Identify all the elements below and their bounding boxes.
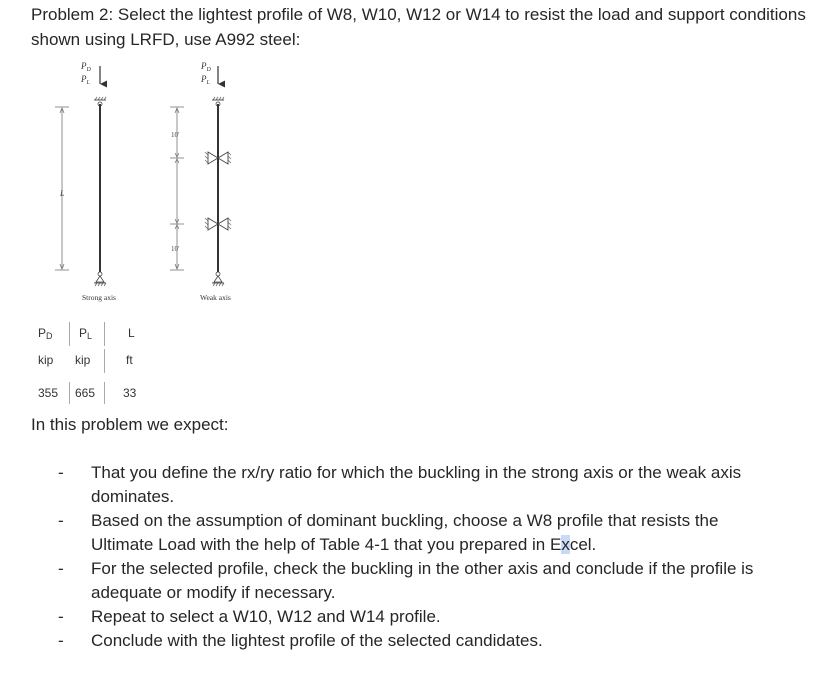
weak-pl-label: $P_L$ bbox=[201, 74, 210, 86]
bullet-dash: - bbox=[58, 559, 64, 578]
weak-bottom-support bbox=[212, 272, 224, 286]
header-l: L bbox=[128, 326, 135, 340]
strong-pl-label: $P_L$ bbox=[81, 74, 90, 86]
length-label: L bbox=[60, 189, 65, 198]
unit-l: ft bbox=[126, 353, 133, 367]
list-item: - For the selected profile, check the buckling in the other axis and conclude if the profile is adequate or modify if necessary. bbox=[58, 559, 754, 602]
value-pl: 665 bbox=[75, 386, 96, 400]
bullet-dash: - bbox=[58, 607, 64, 626]
brace-spacing-top-label: 10′ bbox=[171, 131, 180, 139]
header-pl: PL bbox=[79, 326, 93, 341]
problem-title: Problem 2: Select the lightest profile of W8, W10, W12 or W14 to resist the load and support conditions shown using LRFD, use A992 steel: bbox=[31, 5, 806, 49]
table-divider bbox=[69, 322, 70, 346]
table-divider bbox=[104, 382, 105, 404]
weak-axis-caption: Weak axis bbox=[200, 293, 231, 302]
unit-pd: kip bbox=[38, 353, 54, 367]
value-pd: 355 bbox=[38, 386, 59, 400]
bullet-dash: - bbox=[58, 631, 64, 650]
expectations-list bbox=[58, 461, 778, 653]
list-item: - That you define the rx/ry ratio for which the buckling in the strong axis or the weak axis dominates. bbox=[58, 463, 742, 506]
bullet-dash: - bbox=[58, 511, 64, 530]
value-l: 33 bbox=[123, 386, 137, 400]
strong-axis-caption: Strong axis bbox=[82, 293, 116, 302]
column-figure bbox=[40, 56, 260, 306]
list-item: - Based on the assumption of dominant buckling, choose a W8 profile that resists the Ultimate Load with the help of Table 4-1 that you prepared in Excel. bbox=[58, 511, 719, 554]
bullet-dash: - bbox=[58, 463, 64, 482]
table-divider bbox=[104, 349, 105, 373]
weak-pd-label: $P_D$ bbox=[201, 61, 211, 73]
brace-spacing-bottom-label: 10′ bbox=[171, 245, 180, 253]
table-divider bbox=[104, 322, 105, 346]
unit-pl: kip bbox=[75, 353, 91, 367]
strong-bottom-support bbox=[94, 272, 106, 286]
text-selection-highlight: x bbox=[561, 535, 570, 554]
list-item: - Conclude with the lightest profile of the selected candidates. bbox=[58, 629, 778, 653]
column-diagram-svg bbox=[40, 56, 260, 306]
table-divider bbox=[69, 382, 70, 404]
strong-pd-label: $P_D$ bbox=[81, 61, 91, 73]
intro-text: In this problem we expect: bbox=[31, 415, 229, 434]
header-pd: PD bbox=[38, 326, 53, 341]
list-item: - Repeat to select a W10, W12 and W14 profile. bbox=[58, 605, 778, 629]
